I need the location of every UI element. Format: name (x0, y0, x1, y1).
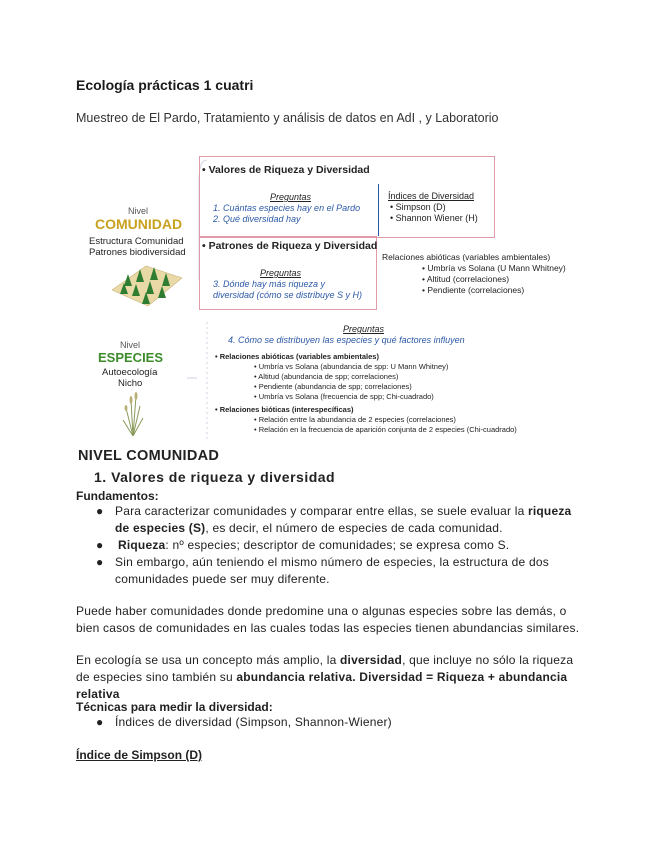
fundamento-1-bold: riqueza de especies (S) (115, 504, 572, 535)
box1-index-2: • Shannon Wiener (H) (390, 213, 478, 223)
paragraph-2-bold-1: diversidad (340, 653, 403, 667)
box3-abio-1: • Umbría vs Solana (abundancia de spp: U Mann Whitney) (254, 362, 449, 371)
box1-q2: 2. Qué diversidad hay (213, 214, 301, 224)
paragraph-2 (76, 652, 581, 703)
forest-plot-illustration (106, 260, 186, 308)
box1-index-1: • Simpson (D) (390, 202, 446, 212)
fundamento-3: Sin embargo, aún teniendo el mismo número de especies, la estructura de dos comunidades puede ser muy diferente. (115, 555, 549, 586)
box2-rel-2: • Altitud (correlaciones) (422, 274, 510, 284)
fundamento-1 (115, 503, 580, 537)
box2-rel-3-text: Pendiente (correlaciones) (427, 285, 525, 295)
box1-title: • Valores de Riqueza y Diversidad (202, 164, 370, 176)
box3-bio-1-text: Relación entre la abundancia de 2 especies (correlaciones) (258, 415, 456, 424)
box3-abio-4: • Umbría vs Solana (frecuencia de spp; Chi-cuadrado) (254, 392, 434, 401)
grass-plant-illustration (120, 390, 146, 436)
box2-rel-1: • Umbría vs Solana (U Mann Whitney) (422, 263, 566, 273)
box2-q3b: diversidad (cómo se distribuye S y H) (213, 290, 363, 300)
bullet-dot: ● (96, 555, 104, 569)
box1-index-2-text: Shannon Wiener (H) (395, 213, 478, 223)
fundamento-1-tail: , es decir, el número de especies de cada comunidad. (205, 521, 503, 535)
especies-level-name: ESPECIES (98, 350, 164, 365)
comunidad-line2: Patrones biodiversidad (89, 247, 186, 258)
box2-preguntas: Preguntas (260, 268, 302, 278)
document-title: Ecología prácticas 1 cuatri (76, 77, 254, 93)
paragraph-1: Puede haber comunidades donde predomine una o algunas especies sobre las demás, o bien casos de comunidades en las cuales todas las especies tienen abundancias similares. (76, 604, 580, 635)
box3-abio-2-text: Altitud (abundancia de spp; correlaciones) (258, 372, 399, 381)
tecnica-1: Índices de diversidad (Simpson, Shannon-Wiener) (115, 715, 392, 729)
box2-title-text: Patrones de Riqueza y Diversidad (208, 240, 378, 252)
bullet-dot: ● (96, 538, 104, 552)
box3-abio-2: • Altitud (abundancia de spp; correlaciones) (254, 372, 399, 381)
especies-nivel-label: Nivel (120, 340, 141, 350)
box2-q3a: 3. Dónde hay más riqueza y (213, 279, 326, 289)
bullet-dot: ● (96, 504, 104, 518)
paragraph-2-mid: , que incluye no sólo la riqueza de especies sino también su (76, 653, 574, 684)
box2-rel-1-text: Umbría vs Solana (U Mann Whitney) (427, 263, 566, 273)
fundamento-2 (118, 537, 578, 554)
box1-title-text: Valores de Riqueza y Diversidad (208, 164, 370, 176)
comunidad-line1: Estructura Comunidad (89, 236, 184, 247)
fundamento-2-bold: Riqueza (118, 538, 166, 552)
box3-bio-2: • Relación en la frecuencia de aparición conjunta de 2 especies (Chi-cuadrado) (254, 425, 517, 434)
comunidad-nivel-label: Nivel (128, 206, 149, 216)
box3-bio-1: • Relación entre la abundancia de 2 especies (correlaciones) (254, 415, 456, 424)
document-subtitle: Muestreo de El Pardo, Tratamiento y análisis de datos en AdI , y Laboratorio (76, 111, 499, 125)
box3-abio-1-text: Umbría vs Solana (abundancia de spp: U Mann Whitney) (258, 362, 449, 371)
box3-q4: 4. Cómo se distribuyen las especies y qué factores influyen (228, 335, 465, 345)
section-subheading: 1. Valores de riqueza y diversidad (94, 469, 336, 485)
box1-divider (378, 184, 379, 236)
box2-title: • Patrones de Riqueza y Diversidad (202, 240, 378, 252)
box1-preguntas: Preguntas (270, 192, 312, 202)
simpson-heading: Índice de Simpson (D) (76, 748, 203, 762)
box2-rel-2-text: Altitud (correlaciones) (426, 274, 510, 284)
box3-abio-3: • Pendiente (abundancia de spp; correlaciones) (254, 382, 412, 391)
box1-indices-title: Índices de Diversidad (388, 191, 475, 201)
box2-rel-3: • Pendiente (correlaciones) (422, 285, 525, 295)
paragraph-2-text: En ecología se usa un concepto más amplio, la (76, 653, 341, 667)
box2-rel-title: Relaciones abióticas (variables ambientales) (382, 252, 551, 262)
box3-bio-title: • Relaciones bióticas (interespecíficas) (215, 405, 354, 414)
box3-abio-4-text: Umbría vs Solana (frecuencia de spp; Chi-cuadrado) (258, 392, 434, 401)
concept-diagram (80, 150, 600, 440)
fundamento-1-text: Para caracterizar comunidades y comparar entre ellas, se suele evaluar la (115, 504, 528, 518)
especies-line1: Autoecología (102, 367, 158, 378)
tecnicas-label: Técnicas para medir la diversidad: (76, 700, 273, 714)
paragraph-2-bold-2: abundancia relativa. Diversidad = Riqueza + abundancia relativa (76, 670, 568, 701)
box1-index-1-text: Simpson (D) (395, 202, 446, 212)
section-heading: NIVEL COMUNIDAD (78, 448, 220, 464)
fundamentos-label: Fundamentos: (76, 489, 159, 503)
box3-bio-2-text: Relación en la frecuencia de aparición conjunta de 2 especies (Chi-cuadrado) (258, 425, 517, 434)
box3-bio-title-text: Relaciones bióticas (interespecíficas) (219, 405, 354, 414)
fundamento-2-text: : nº especies; descriptor de comunidades; se expresa como S. (165, 538, 510, 552)
box3-abio-title-text: Relaciones abióticas (variables ambientales) (219, 352, 379, 361)
bullet-dot: ● (96, 715, 104, 729)
box3-abio-title: • Relaciones abióticas (variables ambientales) (215, 352, 379, 361)
comunidad-level-name: COMUNIDAD (95, 216, 183, 232)
box3-abio-3-text: Pendiente (abundancia de spp; correlaciones) (258, 382, 412, 391)
box3-preguntas: Preguntas (343, 324, 385, 334)
box1-q1: 1. Cuántas especies hay en el Pardo (213, 203, 361, 213)
especies-line2: Nicho (118, 378, 143, 389)
